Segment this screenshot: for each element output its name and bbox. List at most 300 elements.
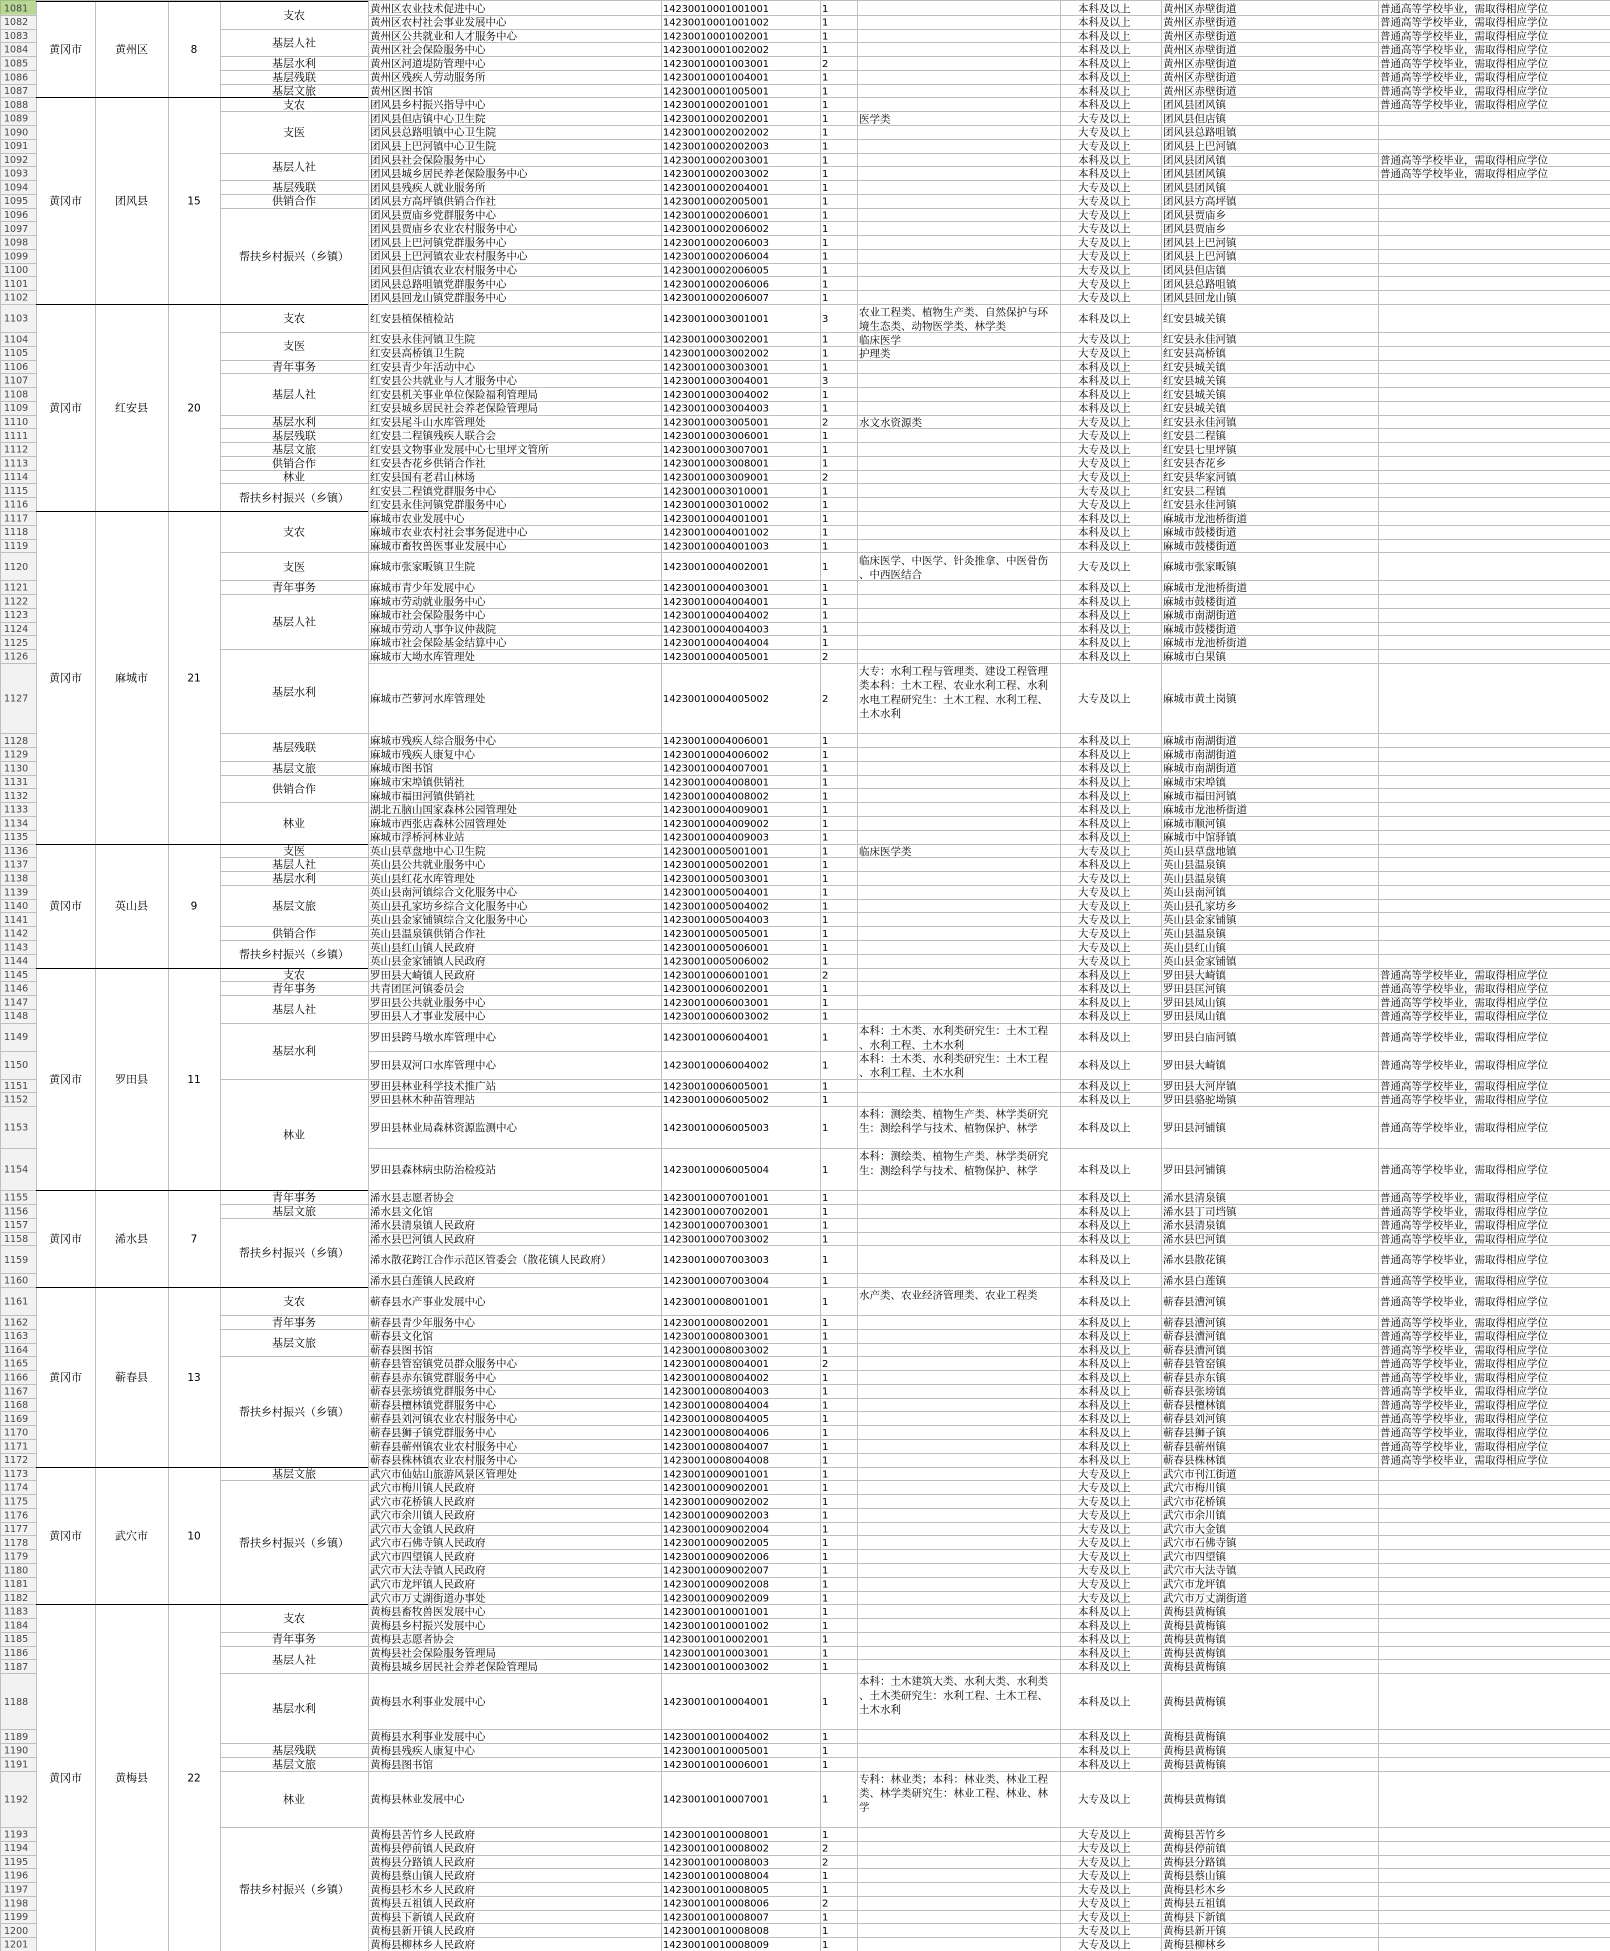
work-location-cell: 麻城市鼓楼街道 [1163, 540, 1237, 553]
row-number[interactable]: 1114 [4, 472, 29, 484]
row-number[interactable]: 1120 [4, 561, 29, 573]
county-cell: 红安县 [115, 401, 148, 415]
row-number[interactable]: 1153 [4, 1122, 29, 1134]
unit-cell: 麻城市西张店森林公园管理处 [370, 817, 507, 830]
hire-count-cell: 1 [822, 1648, 829, 1660]
education-cell: 大专及以上 [1078, 1883, 1131, 1896]
education-cell: 本科及以上 [1078, 512, 1131, 525]
unit-cell: 武穴市大法寺镇人民政府 [370, 1564, 486, 1577]
position-code-cell: 14230010005006001 [663, 942, 769, 954]
position-code-cell: 14230010006001001 [663, 970, 769, 982]
note-cell: 普通高等学校毕业，需取得相应学位 [1380, 996, 1548, 1009]
hire-count-cell: 1 [822, 348, 829, 360]
unit-cell: 蕲春县刘河镇农业农村服务中心 [370, 1413, 517, 1426]
work-location-cell: 英山县红山镇 [1163, 941, 1226, 954]
category-cell: 基层残联 [272, 741, 316, 755]
row-number[interactable]: 1103 [4, 313, 29, 325]
position-code-cell: 14230010005004002 [663, 901, 769, 913]
work-location-cell: 武穴市余川镇 [1163, 1509, 1226, 1522]
row-number[interactable]: 1130 [4, 763, 29, 775]
row-number[interactable]: 1158 [4, 1233, 29, 1245]
note-cell: 普通高等学校毕业，需取得相应学位 [1380, 1010, 1548, 1023]
total-count-cell: 21 [187, 672, 201, 685]
category-cell: 支医 [283, 560, 305, 574]
row-number[interactable]: 1098 [4, 237, 29, 249]
row-number[interactable]: 1177 [4, 1524, 29, 1536]
hire-count-cell: 1 [822, 942, 829, 954]
row-number[interactable]: 1159 [4, 1254, 29, 1266]
unit-cell: 湖北五脑山国家森林公园管理处 [370, 804, 517, 817]
row-number[interactable]: 1132 [4, 790, 29, 802]
position-code-cell: 14230010002003002 [663, 169, 769, 181]
row-number[interactable]: 1097 [4, 223, 29, 235]
row-number[interactable]: 1142 [4, 928, 29, 940]
work-location-cell: 武穴市大金镇 [1163, 1523, 1226, 1536]
work-location-cell: 红安县二程镇 [1163, 485, 1226, 498]
work-location-cell: 蕲春县管窑镇 [1163, 1358, 1226, 1371]
row-number[interactable]: 1180 [4, 1565, 29, 1577]
row-number[interactable]: 1090 [4, 127, 29, 139]
row-number[interactable]: 1155 [4, 1192, 29, 1204]
unit-cell: 蕲春县图书馆 [370, 1344, 433, 1357]
hire-count-cell: 3 [822, 313, 829, 325]
row-number[interactable]: 1190 [4, 1745, 29, 1757]
hire-count-cell: 2 [822, 1359, 829, 1371]
category-cell: 林业 [283, 1792, 305, 1806]
unit-cell: 英山县温泉镇供销合作社 [370, 927, 486, 940]
row-number[interactable]: 1178 [4, 1537, 29, 1549]
work-location-cell: 武穴市石佛寺镇 [1163, 1537, 1237, 1550]
major-requirement-cell: 临床医学、中医学、针灸推拿、中医骨伤、中西医结合 [859, 554, 1048, 582]
row-number[interactable]: 1146 [4, 983, 29, 995]
total-count-cell: 22 [187, 1772, 201, 1785]
row-number[interactable]: 1154 [4, 1164, 29, 1176]
education-cell: 本科及以上 [1078, 312, 1131, 325]
hire-count-cell: 2 [822, 970, 829, 982]
position-code-cell: 14230010008004007 [663, 1441, 769, 1453]
row-number[interactable]: 1179 [4, 1551, 29, 1563]
education-cell: 本科及以上 [1078, 375, 1131, 388]
category-cell: 帮扶乡村振兴（乡镇） [239, 1246, 349, 1260]
position-code-cell: 14230010010008004 [663, 1871, 769, 1883]
work-location-cell: 红安县城关镇 [1163, 375, 1226, 388]
category-cell: 帮扶乡村振兴（乡镇） [239, 1536, 349, 1550]
position-code-cell: 14230010004001003 [663, 541, 769, 553]
unit-cell: 红安县永佳河镇党群服务中心 [370, 499, 507, 512]
note-cell: 普通高等学校毕业，需取得相应学位 [1380, 1330, 1548, 1343]
row-number[interactable]: 1113 [4, 458, 29, 470]
row-number[interactable]: 1107 [4, 375, 29, 387]
position-code-cell: 14230010008004006 [663, 1428, 769, 1440]
row-number[interactable]: 1129 [4, 749, 29, 761]
row-number[interactable]: 1200 [4, 1925, 29, 1937]
row-number[interactable]: 1181 [4, 1579, 29, 1591]
row-number[interactable]: 1121 [4, 582, 29, 594]
row-number[interactable]: 1143 [4, 942, 29, 954]
hire-count-cell: 1 [822, 956, 829, 968]
row-number[interactable]: 1104 [4, 334, 29, 346]
row-number[interactable]: 1189 [4, 1731, 29, 1743]
position-code-cell: 14230010001002001 [663, 31, 769, 43]
row-number[interactable]: 1170 [4, 1427, 29, 1439]
row-number[interactable]: 1160 [4, 1275, 29, 1287]
row-number[interactable]: 1100 [4, 265, 29, 277]
work-location-cell: 麻城市张家畈镇 [1163, 561, 1237, 574]
note-cell: 普通高等学校毕业，需取得相应学位 [1380, 983, 1548, 996]
hire-count-cell: 1 [822, 527, 829, 539]
row-number[interactable]: 1193 [4, 1829, 29, 1841]
row-number[interactable]: 1176 [4, 1510, 29, 1522]
position-code-cell: 14230010010008001 [663, 1829, 769, 1841]
county-cell: 黄梅县 [115, 1771, 148, 1785]
hire-count-cell: 1 [822, 17, 829, 29]
row-number[interactable]: 1135 [4, 832, 29, 844]
total-count-cell: 10 [187, 1530, 201, 1543]
unit-cell: 麻城市苎萝河水库管理处 [370, 692, 486, 705]
row-number[interactable]: 1105 [4, 348, 29, 360]
hire-count-cell: 1 [822, 1759, 829, 1771]
row-number[interactable]: 1122 [4, 596, 29, 608]
unit-cell: 麻城市宋埠镇供销社 [370, 776, 465, 789]
position-code-cell: 14230010008004001 [663, 1359, 769, 1371]
row-number[interactable]: 1162 [4, 1317, 29, 1329]
row-number[interactable]: 1151 [4, 1080, 29, 1092]
row-number[interactable]: 1085 [4, 58, 29, 70]
education-cell: 本科及以上 [1078, 1316, 1131, 1329]
row-number[interactable]: 1116 [4, 499, 29, 511]
hire-count-cell: 1 [822, 431, 829, 443]
row-number[interactable]: 1125 [4, 637, 29, 649]
hire-count-cell: 1 [822, 1372, 829, 1384]
hire-count-cell: 2 [822, 1843, 829, 1855]
category-cell: 基层人社 [272, 615, 316, 629]
education-cell: 大专及以上 [1078, 1509, 1131, 1522]
row-number[interactable]: 1137 [4, 859, 29, 871]
row-number[interactable]: 1086 [4, 72, 29, 84]
row-number[interactable]: 1084 [4, 44, 29, 56]
hire-count-cell: 2 [822, 1898, 829, 1910]
row-number[interactable]: 1184 [4, 1620, 29, 1632]
row-number[interactable]: 1196 [4, 1870, 29, 1882]
unit-cell: 黄梅县下新镇人民政府 [370, 1911, 475, 1924]
row-number[interactable]: 1173 [4, 1468, 29, 1480]
position-code-cell: 14230010010001002 [663, 1620, 769, 1632]
row-number[interactable]: 1128 [4, 735, 29, 747]
row-number[interactable]: 1117 [4, 513, 29, 525]
row-number[interactable]: 1165 [4, 1358, 29, 1370]
unit-cell: 蕲春县蕲州镇农业农村服务中心 [370, 1440, 517, 1453]
hire-count-cell: 1 [822, 403, 829, 415]
work-location-cell: 黄州区赤壁街道 [1163, 16, 1237, 29]
position-code-cell: 14230010010007001 [663, 1794, 769, 1806]
position-code-cell: 14230010008002001 [663, 1317, 769, 1329]
hire-count-cell: 1 [822, 334, 829, 346]
row-number[interactable]: 1163 [4, 1331, 29, 1343]
row-number[interactable]: 1141 [4, 914, 29, 926]
row-number[interactable]: 1109 [4, 403, 29, 415]
hire-count-cell: 1 [822, 832, 829, 844]
hire-count-cell: 1 [822, 860, 829, 872]
unit-cell: 黄梅县柳林乡人民政府 [370, 1939, 475, 1951]
unit-cell: 黄梅县苦竹乡人民政府 [370, 1828, 475, 1841]
position-code-cell: 14230010002006004 [663, 251, 769, 263]
row-number[interactable]: 1140 [4, 901, 29, 913]
education-cell: 本科及以上 [1078, 1275, 1131, 1288]
row-number[interactable]: 1171 [4, 1441, 29, 1453]
hire-count-cell: 1 [822, 1794, 829, 1806]
row-number[interactable]: 1133 [4, 804, 29, 816]
row-number[interactable]: 1187 [4, 1661, 29, 1673]
education-cell: 大专及以上 [1078, 250, 1131, 263]
row-number[interactable]: 1201 [4, 1939, 29, 1951]
position-code-cell: 14230010004009003 [663, 832, 769, 844]
work-location-cell: 黄州区赤壁街道 [1163, 2, 1237, 15]
row-number[interactable]: 1161 [4, 1296, 29, 1308]
row-number[interactable]: 1191 [4, 1759, 29, 1771]
city-cell: 黄冈市 [49, 1529, 82, 1543]
hire-count-cell: 1 [822, 583, 829, 595]
education-cell: 大专及以上 [1078, 499, 1131, 512]
row-number[interactable]: 1083 [4, 30, 29, 42]
unit-cell: 蕲春县赤东镇党群服务中心 [370, 1371, 496, 1384]
position-code-cell: 14230010006004002 [663, 1060, 769, 1072]
education-cell: 大专及以上 [1078, 1537, 1131, 1550]
note-cell: 普通高等学校毕业，需取得相应学位 [1380, 1385, 1548, 1398]
hire-count-cell: 1 [822, 1331, 829, 1343]
unit-cell: 蕲春县檀林镇党群服务中心 [370, 1399, 496, 1412]
row-number[interactable]: 1185 [4, 1634, 29, 1646]
education-cell: 大专及以上 [1078, 845, 1131, 858]
row-number[interactable]: 1092 [4, 154, 29, 166]
work-location-cell: 黄梅县分路镇 [1163, 1856, 1226, 1869]
row-number[interactable]: 1134 [4, 818, 29, 830]
note-cell: 普通高等学校毕业，需取得相应学位 [1380, 1427, 1548, 1440]
city-cell: 黄冈市 [49, 1370, 82, 1384]
position-code-cell: 14230010005004003 [663, 915, 769, 927]
hire-count-cell: 1 [822, 513, 829, 525]
work-location-cell: 麻城市鼓楼街道 [1163, 623, 1237, 636]
education-cell: 大专及以上 [1078, 1592, 1131, 1605]
row-number[interactable]: 1145 [4, 969, 29, 981]
work-location-cell: 武穴市龙坪镇 [1163, 1578, 1226, 1591]
education-cell: 大专及以上 [1078, 1939, 1131, 1951]
work-location-cell: 英山县孔家坊乡 [1163, 900, 1237, 913]
hire-count-cell: 1 [822, 1386, 829, 1398]
row-number[interactable]: 1195 [4, 1856, 29, 1868]
education-cell: 本科及以上 [1078, 1205, 1131, 1218]
row-number[interactable]: 1099 [4, 251, 29, 263]
row-number[interactable]: 1198 [4, 1898, 29, 1910]
hire-count-cell: 1 [822, 141, 829, 153]
note-cell: 普通高等学校毕业，需取得相应学位 [1380, 1192, 1548, 1205]
major-requirement-cell: 水产类、农业经济管理类、农业工程类 [859, 1289, 1038, 1302]
position-code-cell: 14230010004004004 [663, 638, 769, 650]
work-location-cell: 英山县温泉镇 [1163, 859, 1226, 872]
row-number[interactable]: 1093 [4, 168, 29, 180]
county-cell: 团风县 [115, 194, 148, 208]
education-cell: 本科及以上 [1078, 817, 1131, 830]
position-code-cell: 14230010004004002 [663, 610, 769, 622]
hire-count-cell: 1 [822, 1940, 829, 1951]
unit-cell: 蕲春县水产事业发展中心 [370, 1295, 486, 1308]
education-cell: 本科及以上 [1078, 623, 1131, 636]
row-number[interactable]: 1119 [4, 540, 29, 552]
hire-count-cell: 1 [822, 155, 829, 167]
row-number[interactable]: 1156 [4, 1206, 29, 1218]
hire-count-cell: 1 [822, 541, 829, 553]
unit-cell: 浠水县清泉镇人民政府 [370, 1219, 475, 1232]
row-number[interactable]: 1091 [4, 141, 29, 153]
row-number[interactable]: 1081 [4, 3, 29, 15]
hire-count-cell: 1 [822, 596, 829, 608]
row-number[interactable]: 1157 [4, 1220, 29, 1232]
hire-count-cell: 1 [822, 237, 829, 249]
education-cell: 大专及以上 [1078, 209, 1131, 222]
row-number[interactable]: 1166 [4, 1372, 29, 1384]
major-requirement-cell: 本科：土木建筑大类、水利大类、水利类、土木类研究生：水利工程、土木工程、土木水利 [859, 1675, 1048, 1716]
position-code-cell: 14230010004008001 [663, 777, 769, 789]
category-cell: 基层文旅 [272, 1204, 316, 1218]
row-number[interactable]: 1152 [4, 1094, 29, 1106]
row-number[interactable]: 1199 [4, 1912, 29, 1924]
row-number[interactable]: 1148 [4, 1011, 29, 1023]
unit-cell: 英山县金家铺镇人民政府 [370, 955, 486, 968]
category-cell: 支农 [283, 525, 305, 539]
row-number[interactable]: 1094 [4, 182, 29, 194]
education-cell: 大专及以上 [1078, 1828, 1131, 1841]
row-number[interactable]: 1197 [4, 1884, 29, 1896]
total-count-cell: 11 [187, 1073, 201, 1086]
hire-count-cell: 1 [822, 1912, 829, 1924]
row-number[interactable]: 1126 [4, 651, 29, 663]
position-code-cell: 14230010008003001 [663, 1331, 769, 1343]
education-cell: 本科及以上 [1078, 1619, 1131, 1632]
position-code-cell: 14230010010008008 [663, 1926, 769, 1938]
row-number[interactable]: 1115 [4, 485, 29, 497]
unit-cell: 团风县但店镇中心卫生院 [370, 112, 486, 125]
row-number[interactable]: 1095 [4, 196, 29, 208]
work-location-cell: 黄州区赤壁街道 [1163, 57, 1237, 70]
unit-cell: 黄梅县林业发展中心 [370, 1793, 465, 1806]
note-cell: 普通高等学校毕业，需取得相应学位 [1380, 154, 1548, 167]
work-location-cell: 武穴市花桥镇 [1163, 1495, 1226, 1508]
category-cell: 支医 [283, 125, 305, 139]
row-number[interactable]: 1112 [4, 444, 29, 456]
row-number[interactable]: 1087 [4, 86, 29, 98]
work-location-cell: 蕲春县张塝镇 [1163, 1385, 1226, 1398]
education-cell: 大专及以上 [1078, 264, 1131, 277]
row-number[interactable]: 1138 [4, 873, 29, 885]
category-cell: 林业 [283, 816, 305, 830]
major-requirement-cell: 专科：林业类；本科：林业类、林业工程类、林学类研究生：林业工程、林业、林学 [859, 1773, 1048, 1814]
row-number[interactable]: 1149 [4, 1032, 29, 1044]
row-number[interactable]: 1182 [4, 1592, 29, 1604]
unit-cell: 麻城市张家畈镇卫生院 [370, 561, 475, 574]
row-number[interactable]: 1127 [4, 693, 29, 705]
row-number[interactable]: 1096 [4, 209, 29, 221]
row-number[interactable]: 1169 [4, 1413, 29, 1425]
row-number[interactable]: 1188 [4, 1696, 29, 1708]
category-cell: 帮扶乡村振兴（乡镇） [239, 249, 349, 263]
position-code-cell: 14230010002006002 [663, 224, 769, 236]
row-number[interactable]: 1174 [4, 1482, 29, 1494]
education-cell: 本科及以上 [1078, 1399, 1131, 1412]
position-code-cell: 14230010004003001 [663, 583, 769, 595]
row-number[interactable]: 1124 [4, 624, 29, 636]
unit-cell: 罗田县大崎镇人民政府 [370, 969, 475, 982]
education-cell: 大专及以上 [1078, 416, 1131, 429]
position-code-cell: 14230010010006001 [663, 1759, 769, 1771]
education-cell: 本科及以上 [1078, 388, 1131, 401]
row-number[interactable]: 1101 [4, 278, 29, 290]
hire-count-cell: 1 [822, 196, 829, 208]
major-requirement-cell: 本科：测绘类、植物生产类、林学类研究生：测绘科学与技术、植物保护、林学 [859, 1108, 1048, 1135]
row-number[interactable]: 1147 [4, 997, 29, 1009]
row-number[interactable]: 1172 [4, 1455, 29, 1467]
note-cell: 普通高等学校毕业，需取得相应学位 [1380, 44, 1548, 57]
row-number[interactable]: 1082 [4, 17, 29, 29]
row-number[interactable]: 1164 [4, 1344, 29, 1356]
row-number[interactable]: 1106 [4, 361, 29, 373]
row-number[interactable]: 1110 [4, 416, 29, 428]
position-code-cell: 14230010008004008 [663, 1455, 769, 1467]
row-number[interactable]: 1168 [4, 1400, 29, 1412]
unit-cell: 团风县城乡居民养老保险服务中心 [370, 168, 528, 181]
position-code-cell: 14230010003004002 [663, 389, 769, 401]
work-location-cell: 浠水县巴河镇 [1163, 1233, 1226, 1246]
row-number[interactable]: 1144 [4, 956, 29, 968]
row-number[interactable]: 1108 [4, 389, 29, 401]
county-cell: 麻城市 [115, 671, 148, 685]
row-number[interactable]: 1118 [4, 527, 29, 539]
hire-count-cell: 1 [822, 444, 829, 456]
major-requirement-cell: 临床医学类 [859, 846, 912, 859]
row-number[interactable]: 1089 [4, 113, 29, 125]
work-location-cell: 罗田县凤山镇 [1163, 996, 1226, 1009]
row-number[interactable]: 1136 [4, 845, 29, 857]
position-code-cell: 14230010004009002 [663, 818, 769, 830]
row-number[interactable]: 1194 [4, 1843, 29, 1855]
row-number[interactable]: 1186 [4, 1647, 29, 1659]
row-number[interactable]: 1192 [4, 1794, 29, 1806]
hire-count-cell: 1 [822, 1469, 829, 1481]
row-numbers [4, 3, 28, 1950]
unit-cell: 英山县孔家坊乡综合文化服务中心 [370, 900, 528, 913]
work-location-cell: 红安县华家河镇 [1163, 471, 1237, 484]
row-number[interactable]: 1102 [4, 292, 29, 304]
row-number[interactable]: 1131 [4, 777, 29, 789]
row-number[interactable]: 1183 [4, 1606, 29, 1618]
work-location-cell: 麻城市龙池桥街道 [1163, 512, 1247, 525]
category-cell: 青年事务 [272, 581, 316, 595]
total-count-cell: 8 [190, 44, 198, 57]
row-number[interactable]: 1111 [4, 430, 29, 442]
row-number[interactable]: 1139 [4, 887, 29, 899]
row-number[interactable]: 1175 [4, 1496, 29, 1508]
category-cell: 基层文旅 [272, 84, 316, 98]
work-location-cell: 黄梅县新开镇 [1163, 1925, 1226, 1938]
position-code-cell: 14230010005001001 [663, 846, 769, 858]
row-number[interactable]: 1123 [4, 610, 29, 622]
row-number[interactable]: 1150 [4, 1060, 29, 1072]
row-number[interactable]: 1088 [4, 99, 29, 111]
row-number[interactable]: 1167 [4, 1386, 29, 1398]
hire-count-cell: 1 [822, 1620, 829, 1632]
position-code-cell: 14230010005005001 [663, 928, 769, 940]
hire-count-cell: 1 [822, 486, 829, 498]
hire-count-cell: 1 [822, 169, 829, 181]
work-location-cell: 红安县城关镇 [1163, 312, 1226, 325]
